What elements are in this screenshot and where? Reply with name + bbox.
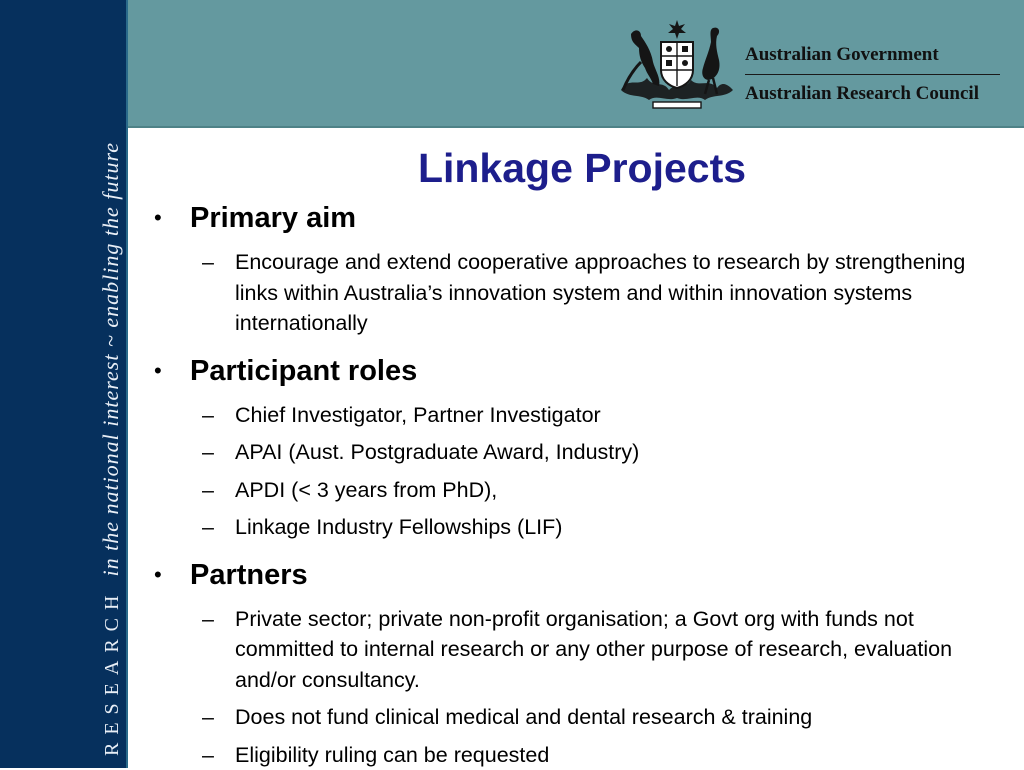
header-divider (128, 126, 1024, 128)
coat-of-arms-logo (617, 18, 737, 110)
tagline-research: RESEARCH (101, 588, 123, 756)
sub-bullet (150, 475, 1000, 506)
dash-marker: – (202, 400, 214, 431)
dash-marker: – (202, 604, 214, 635)
section-heading: Participant roles (190, 355, 417, 387)
section-heading: Partners (190, 559, 308, 591)
sub-bullet (150, 437, 1000, 468)
sub-bullet (150, 400, 1000, 431)
tagline-script: in the national interest ~ enabling the future (98, 142, 123, 577)
sub-bullet-text: Private sector; private non-profit organisation; a Govt org with funds not committed to internal research or any other purpose of research, evaluation and/or consultancy. (235, 607, 952, 692)
bullet-section (150, 196, 1000, 240)
bullet-section (150, 349, 1000, 393)
bullet-section (150, 553, 1000, 597)
sub-bullet (150, 247, 1000, 339)
dash-marker: – (202, 702, 214, 733)
section-heading: Primary aim (190, 202, 356, 234)
dash-marker: – (202, 475, 214, 506)
sub-bullet (150, 702, 1000, 733)
org-research-council: Australian Research Council (745, 75, 1000, 105)
sub-bullet-text: APDI (< 3 years from PhD), (235, 478, 497, 502)
bullet-dot: • (154, 553, 162, 597)
sub-bullet (150, 604, 1000, 696)
sub-bullet-text: APAI (Aust. Postgraduate Award, Industry) (235, 440, 639, 464)
sub-bullet-text: Chief Investigator, Partner Investigator (235, 403, 601, 427)
research-tagline (98, 142, 125, 756)
sub-bullet-text: Linkage Industry Fellowships (LIF) (235, 515, 562, 539)
sub-bullet (150, 740, 1000, 770)
organisation-name (745, 44, 1000, 105)
sub-bullet-text: Does not fund clinical medical and dental research & training (235, 705, 812, 729)
org-government: Australian Government (745, 44, 1000, 75)
sub-bullet-text: Encourage and extend cooperative approaches to research by strengthening links within Australia’s innovation system and within innovation systems internationally (235, 250, 965, 335)
slide-title: Linkage Projects (128, 143, 1024, 193)
slide-content (150, 196, 1000, 770)
sub-bullet-text: Eligibility ruling can be requested (235, 743, 549, 767)
bullet-dot: • (154, 196, 162, 240)
dash-marker: – (202, 437, 214, 468)
dash-marker: – (202, 740, 214, 770)
sub-bullet (150, 512, 1000, 543)
dash-marker: – (202, 512, 214, 543)
dash-marker: – (202, 247, 214, 278)
bullet-dot: • (154, 349, 162, 393)
